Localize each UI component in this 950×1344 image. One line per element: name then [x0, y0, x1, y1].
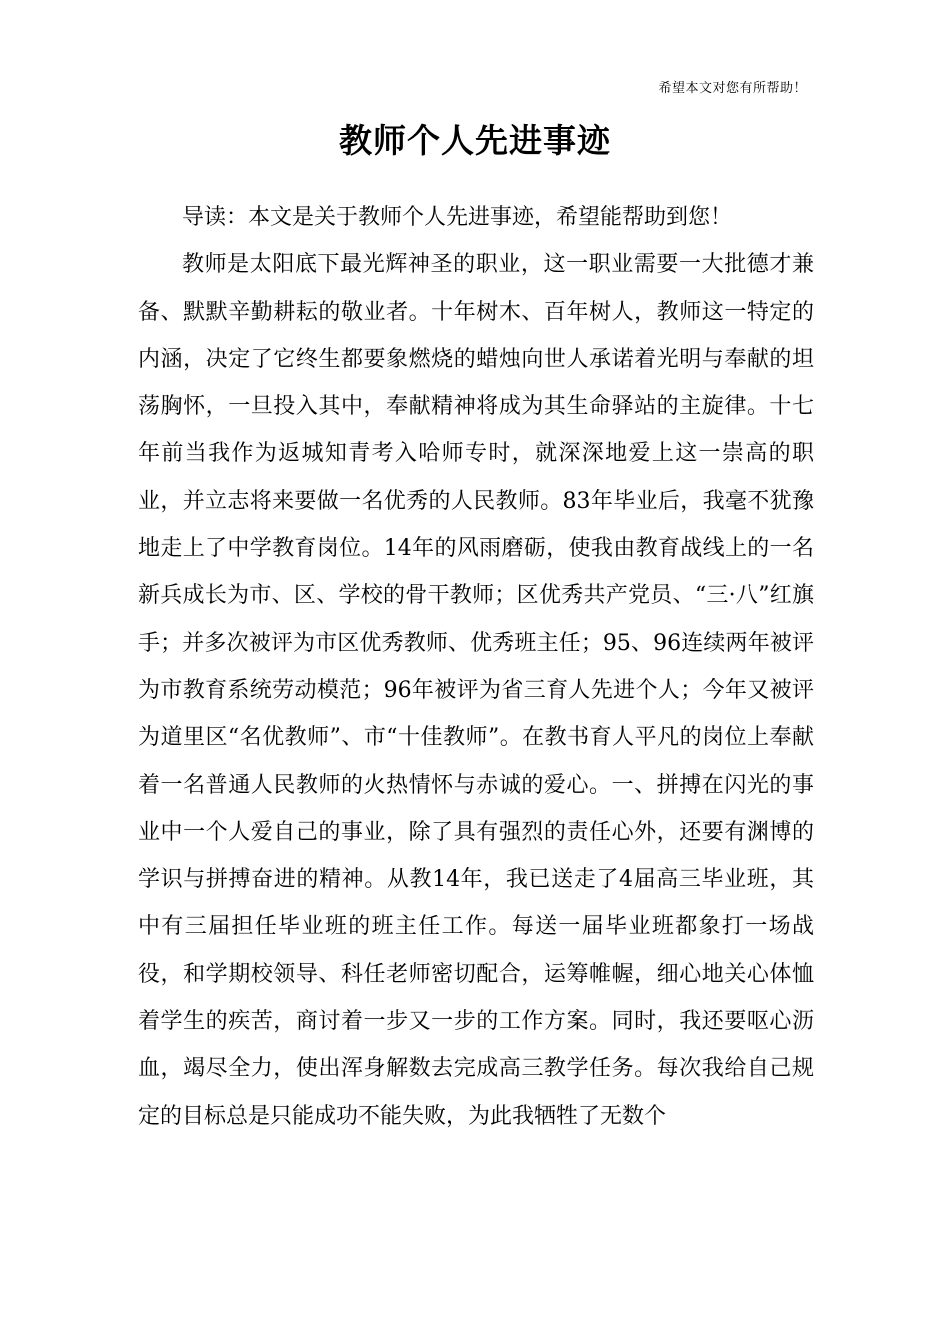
- intro-paragraph: 导读：本文是关于教师个人先进事迹，希望能帮助到您！: [182, 205, 733, 230]
- body-paragraph: 教师是太阳底下最光辉神圣的职业，这一职业需要一大批德才兼备、默默辛勤耕耘的敬业者。十年树木、百年树人，教师这一特定的内涵，决定了它终生都要象燃烧的蜡烛向世人承诺着光明与奉献的坦荡胸怀，一旦投入其中，奉献精神将成为其生命驿站的主旋律。十七年前当我作为返城知青考入哈师专时，就深深地爱上这一崇高的职业，并立志将来要做一名优秀的人民教师。83年毕业后，我毫不犹豫地走上了中学教育岗位。14年的风雨磨砺，使我由教育战线上的一名新兵成长为市、区、学校的骨干教师；区优秀共产党员、“三·八”红旗手；并多次被评为市区优秀教师、优秀班主任；95、96连续两年被评为市教育系统劳动模范；96年被评为省三育人先进个人；今年又被评为道里区“名优教师”、市“十佳教师”。在教书育人平凡的岗位上奉献着一名普通人民教师的火热情怀与赤诚的爱心。一、拼搏在闪光的事业中一个人爱自己的事业，除了具有强烈的责任心外，还要有渊博的学识与拼搏奋进的精神。从教14年，我已送走了4届高三毕业班，其中有三届担任毕业班的班主任工作。每送一届毕业班都象打一场战役，和学期校领导、科任老师密切配合，运筹帷幄，细心地关心体恤着学生的疾苦，商讨着一步又一步的工作方案。同时，我还要呕心沥血，竭尽全力，使出浑身解数去完成高三教学任务。每次我给自己规定的目标总是只能成功不能失败，为此我牺牲了无数个: [138, 252, 814, 1129]
- document-content: [138, 194, 814, 1140]
- header-note: 希望本文对您有所帮助！: [658, 81, 807, 96]
- document-title: 教师个人先进事迹: [339, 121, 611, 160]
